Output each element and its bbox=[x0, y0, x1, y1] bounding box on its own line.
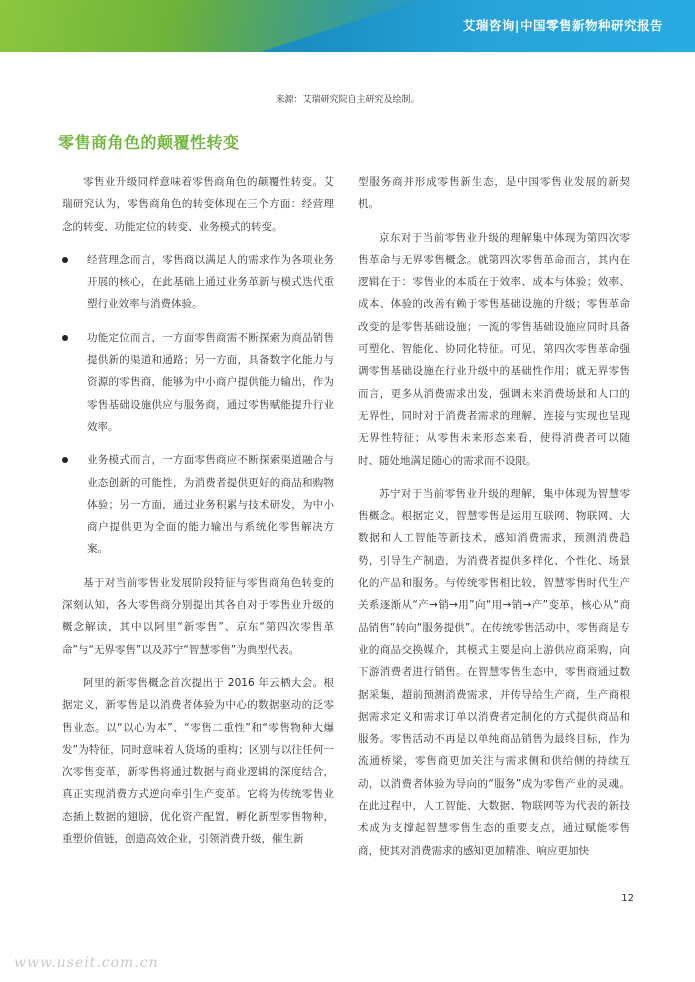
source-note: 来源：艾瑞研究院自主研究及绘制。 bbox=[275, 95, 420, 105]
bullet-text: 经营理念而言，零售商以满足人的需求作为各项业务开展的核心，在此基础上通过业务革新与模式迭代重塑行业效率与消费体验。 bbox=[87, 253, 334, 311]
bullet-item-business-model bbox=[62, 449, 334, 560]
page-number: 12 bbox=[621, 893, 634, 904]
left-column bbox=[62, 171, 334, 861]
report-header-title: 艾瑞咨询|中国零售新物种研究报告 bbox=[462, 18, 663, 33]
bullet-item-function-position bbox=[62, 327, 334, 438]
continuation-paragraph: 型服务商并形成零售新生态，是中国零售业发展的新契机。 bbox=[358, 176, 630, 211]
bullet-text: 功能定位而言，一方面零售商需不断探索为商品销售提供新的渠道和通路；另一方面，具备数字化能力与资源的零售商，能够为中小商户提供能力输出，作为零售基础设施供应与服务商，通过零售赋能提升行业效率。 bbox=[87, 331, 334, 433]
bullet-dot-icon bbox=[62, 457, 68, 463]
bullet-text: 业务模式而言，一方面零售商应不断探索渠道融合与业态创新的可能性，为消费者提供更好的商品和购物体验；另一方面，通过业务积累与技术研发，为中小商户提供更为全面的能力输出与系统化零售解决方案。 bbox=[87, 454, 334, 556]
section-title: 零售商角色的颠覆性转变 bbox=[58, 133, 240, 152]
right-column bbox=[358, 171, 630, 873]
concepts-paragraph: 基于对当前零售业发展阶段特征与零售商角色转变的深刻认知，各大零售商分别提出其各自对于零售业升级的概念解读，其中以阿里“新零售”、京东“第四次零售革命”与“无界零售”以及苏宁“智慧零售”为典型代表。 bbox=[62, 576, 334, 656]
watermark: www.useit.com.cn bbox=[14, 955, 159, 971]
bullet-dot-icon bbox=[62, 257, 68, 263]
intro-paragraph: 零售业升级同样意味着零售商角色的颠覆性转变。艾瑞研究认为，零售商角色的转变体现在三个方面：经营理念的转变、功能定位的转变、业务模式的转变。 bbox=[62, 176, 334, 233]
suning-paragraph: 苏宁对于当前零售业升级的理解，集中体现为智慧零售概念。根据定义，智慧零售是运用互联网、物联网、大数据和人工智能等新技术，感知消费需求，预测消费趋势，引导生产制造，为消费者提供多样化、个性化、场景化的产品和服务。与传统零售相比较，智慧零售时代生产关系逐渐从“产→销→用”向“用→销→产”变革，核心从“商品销售”转向“服务提供”。在传统零售活动中，零售商是专业的商品交换媒介，其模式主要是向上游供应商采购，向下游消费者进行销售。在智慧零售生态中，零售商通过数据采集，超前预测消费需求，并传导给生产商，生产商根据需求定义和需求订单以消费者定制化的方式提供商品和服务。零售活动不再是以单纯商品销售为最终目标，作为流通桥梁，零售商更加关注与需求侧和供给侧的持续互动，以消费者体验为导向的“服务”成为零售产业的灵魂。在此过程中，人工智能、大数据、物联网等为代表的新技术成为支撑起智慧零售生态的重要支点，通过赋能零售商，使其对消费需求的感知更加精准、响应更加快 bbox=[358, 487, 630, 857]
alibaba-paragraph: 阿里的新零售概念首次提出于 2016 年云栖大会。根据定义，新零售是以消费者体验为中心的数据驱动的泛零售业态。以“以心为本”、“零售二重性”和“零售物种大爆发”为特征，同时意味着人货场的重构；区别与以往任何一次零售变革，新零售将通过数据与商业逻辑的深度结合，真正实现消费方式逆向牵引生产变革。它将为传统零售业态插上数据的翅膀，优化资产配置，孵化新型零售物种，重塑价值链，创造高效企业，引领消费升级，催生新 bbox=[62, 676, 334, 846]
bullet-item-operation-concept bbox=[62, 249, 334, 316]
bullet-dot-icon bbox=[62, 335, 68, 341]
jd-paragraph: 京东对于当前零售业升级的理解集中体现为第四次零售革命与无界零售概念。就第四次零售革命而言，其内在逻辑在于：零售业的本质在于效率、成本与体验；效率、成本、体验的改善有赖于零售基础设施的升级；零售革命改变的是零售基础设施；一流的零售基础设施应同时具备可塑化、智能化、协同化特征。可见，第四次零售革命强调零售基础设施在行业升级中的基础性作用；就无界零售而言，更多从消费需求出发，强调未来消费场景和人口的无界性，同时对于消费者需求的理解、连接与实现也呈现无界性特征；从零售未来形态来看，使得消费者可以随时、随处地满足随心的需求而不设限。 bbox=[358, 231, 630, 467]
